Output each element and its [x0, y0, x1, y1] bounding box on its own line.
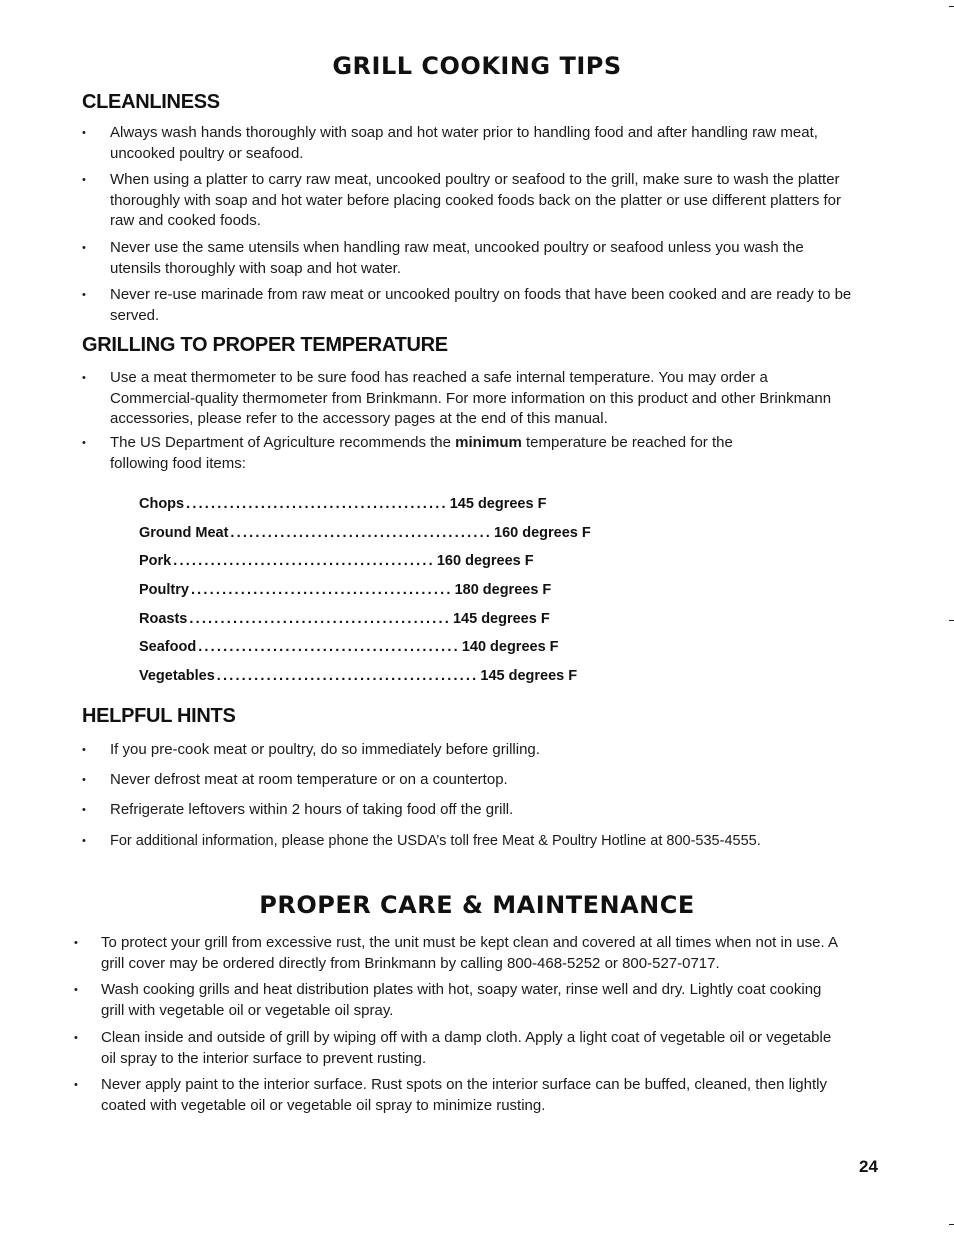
bullet: •	[74, 984, 78, 996]
care-title: PROPER CARE & MAINTENANCE	[259, 891, 695, 919]
care-item: • To protect your grill from excessive rust, the unit must be kept clean and covered at all times when not in use. A grill cover may be ordered directly from Brinkmann by calling 800-468-5252 or 800-527-0717.	[74, 934, 838, 972]
bullet: •	[82, 174, 86, 186]
hints-heading: HELPFUL HINTS	[82, 705, 236, 727]
bullet: •	[82, 774, 86, 786]
temp-row: Vegetables .......................................... 145 degrees F	[139, 668, 578, 685]
hint-item: • For additional information, please phone the USDA’s toll free Meat & Poultry Hotline at 800-535-4555.	[82, 831, 852, 852]
temperature-item: • Use a meat thermometer to be sure food has reached a safe internal temperature. You may order a Commercial-quality thermometer from Brinkmann. For more information on this product and other Brinkmann accessories, please refer to the accessory pages at the end of this manual.	[82, 369, 832, 427]
temp-row: Chops .......................................... 145 degrees F	[139, 496, 547, 512]
minimum-emphasis: minimum	[455, 434, 522, 451]
cleanliness-heading: CLEANLINESS	[82, 91, 220, 113]
bullet: •	[74, 937, 78, 949]
bullet: •	[82, 127, 86, 139]
care-item: • Clean inside and outside of grill by wiping off with a damp cloth. Apply a light coat of vegetable oil or vegetable oil spray to the interior surface to prevent rusting.	[74, 1029, 832, 1067]
hint-item: • If you pre-cook meat or poultry, do so immediately before grilling.	[82, 740, 852, 761]
temp-row: Ground Meat .......................................... 160 degrees F	[139, 524, 591, 541]
temperature-item: • The US Department of Agriculture recommends the minimum temperature be reached for the following food items:	[82, 434, 733, 472]
bullet: •	[82, 835, 86, 847]
crop-mark	[949, 1224, 954, 1225]
bullet: •	[82, 372, 86, 384]
bullet: •	[74, 1032, 78, 1044]
crop-mark	[949, 6, 954, 7]
cleanliness-item: • When using a platter to carry raw meat, uncooked poultry or seafood to the grill, make sure to wash the platter thoroughly with soap and hot water before placing cooked foods back on the platter or use different platters for raw and cooked foods.	[82, 171, 842, 229]
hint-item: • Never defrost meat at room temperature or on a countertop.	[82, 770, 852, 791]
hint-item: • Refrigerate leftovers within 2 hours of taking food off the grill.	[82, 800, 852, 821]
cleanliness-item: • Never use the same utensils when handling raw meat, uncooked poultry or seafood unless you wash the utensils thoroughly with soap and hot water.	[82, 239, 804, 277]
bullet: •	[82, 242, 86, 254]
temp-row: Pork .......................................... 160 degrees F	[139, 553, 534, 570]
care-item: • Never apply paint to the interior surface. Rust spots on the interior surface can be buffed, cleaned, then lightly coated with vegetable oil or vegetable oil spray to minimize rusting.	[74, 1076, 827, 1114]
cleanliness-item: • Always wash hands thoroughly with soap and hot water prior to handling food and after handling raw meat, uncooked poultry or seafood.	[82, 124, 818, 162]
bullet: •	[82, 437, 86, 449]
care-item: • Wash cooking grills and heat distribution plates with hot, soapy water, rinse well and dry. Lightly coat cooking grill with vegetable oil or vegetable oil spray.	[74, 981, 822, 1019]
bullet: •	[82, 804, 86, 816]
temperature-heading: GRILLING TO PROPER TEMPERATURE	[82, 334, 448, 356]
temp-row: Poultry .......................................... 180 degrees F	[139, 582, 552, 599]
cleanliness-item: • Never re-use marinade from raw meat or uncooked poultry on foods that have been cooked and are ready to be served.	[82, 286, 852, 324]
bullet: •	[82, 289, 86, 301]
bullet: •	[82, 744, 86, 756]
temperature-table	[139, 494, 591, 695]
crop-mark	[949, 620, 954, 621]
page-number: 24	[859, 1157, 878, 1176]
temp-row: Seafood .......................................... 140 degrees F	[139, 639, 559, 656]
grill-tips-title: GRILL COOKING TIPS	[332, 52, 622, 80]
temp-row: Roasts .......................................... 145 degrees F	[139, 610, 550, 627]
bullet: •	[74, 1079, 78, 1091]
